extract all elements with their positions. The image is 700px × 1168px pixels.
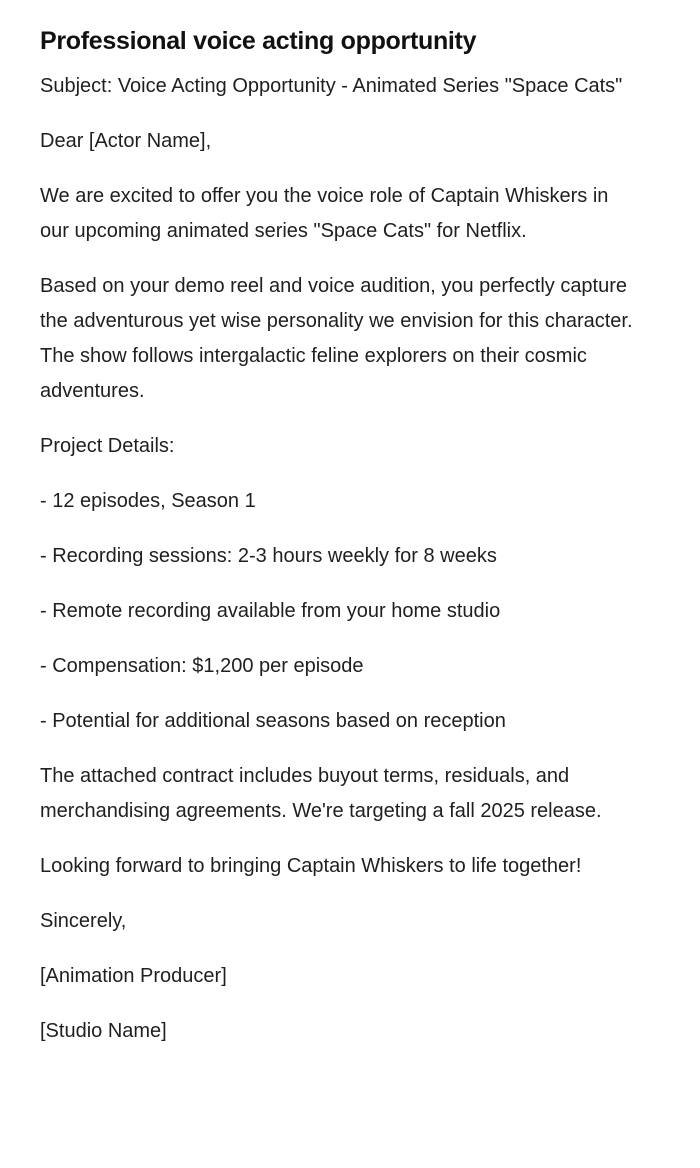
detail-item-sessions: - Recording sessions: 2-3 hours weekly for 8 weeks [40,545,497,567]
email-subject: Subject: Voice Acting Opportunity - Animated Series "Space Cats" [40,75,623,97]
character-paragraph: Based on your demo reel and voice audition, you perfectly capture the adventurous yet wise personality we envision for this character. The show follows intergalactic feline explorers on their cosmic adventures. [40,275,633,402]
detail-item-compensation: - Compensation: $1,200 per episode [40,655,364,677]
signature-studio: [Studio Name] [40,1020,167,1042]
contract-paragraph: The attached contract includes buyout terms, residuals, and merchandising agreements. We're targeting a fall 2025 release. [40,765,602,822]
detail-item-seasons: - Potential for additional seasons based on reception [40,710,506,732]
detail-item-remote: - Remote recording available from your home studio [40,600,501,622]
closing-line: Looking forward to bringing Captain Whiskers to life together! [40,855,582,877]
salutation: Dear [Actor Name], [40,130,212,152]
project-details-heading: Project Details: [40,435,175,457]
sign-off: Sincerely, [40,910,127,932]
document-title: Professional voice acting opportunity [40,27,477,55]
detail-item-episodes: - 12 episodes, Season 1 [40,490,256,512]
signature-producer: [Animation Producer] [40,965,227,987]
offer-paragraph: We are excited to offer you the voice role of Captain Whiskers in our upcoming animated series "Space Cats" for Netflix. [40,185,609,242]
